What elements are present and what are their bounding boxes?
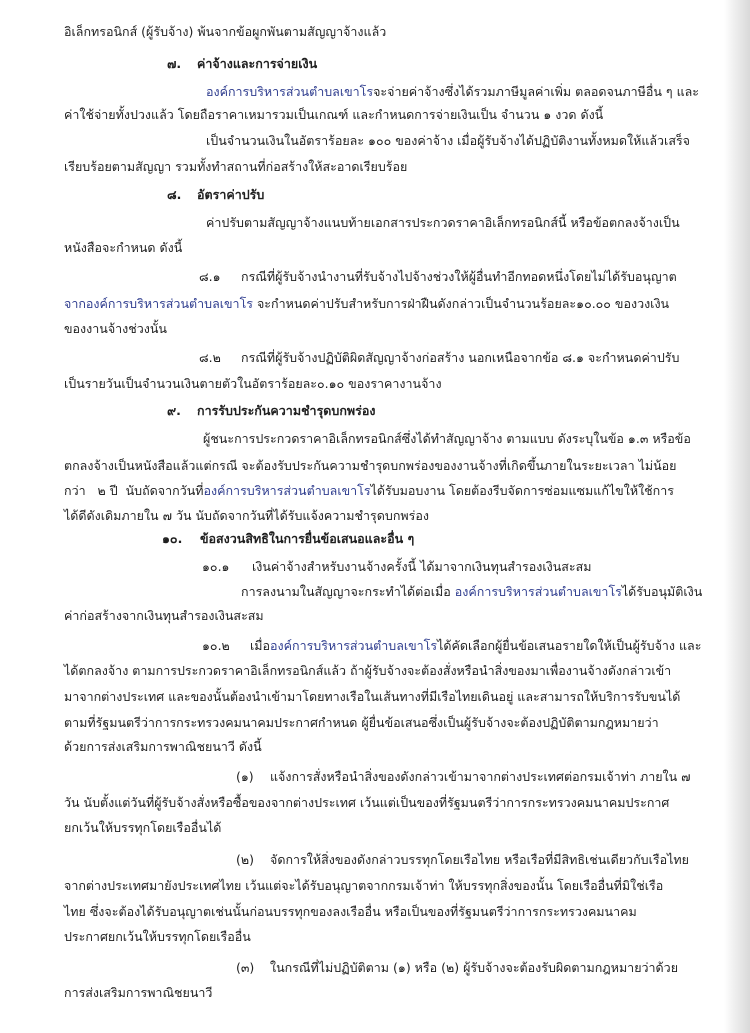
text-line: การลงนามในสัญญาจะกระทำได้ต่อเมื่อ องค์การบริหารส่วนตำบลเขาโรได้รับอนุมัติเงิน: [241, 584, 703, 599]
text-line: จากองค์การบริหารส่วนตำบลเขาโร จะกำหนดค่าปรับสำหรับการฝ่าฝืนดังกล่าวเป็นจำนวนร้อยละ๑๐.๐๐ ของวงเงิน: [64, 296, 670, 311]
text-line: ไทย ซึ่งจะต้องได้รับอนุญาตเช่นนั้นก่อนบรรทุกของลงเรืออื่น หรือเป็นของที่รัฐมนตรีว่าการกระทรวงคมนาคม: [64, 904, 637, 919]
text-line: ได้ตกลงจ้าง ตามการประกวดราคาอิเล็กทรอนิกส์แล้ว ถ้าผู้รับจ้างจะต้องสั่งหรือนำสิ่งของมาเพื่องานจ้างดังกล่าวเข้า: [64, 663, 672, 678]
text-line: ได้ดีดังเดิมภายใน ๗ วัน นับถัดจากวันที่ได้รับแจ้งความชำรุดบกพร่อง: [64, 508, 429, 523]
text-line: ของงานจ้างช่วงนั้น: [64, 321, 167, 336]
clause-1: (๑) แจ้งการสั่งหรือนำสิ่งของดังกล่าวเข้ามาจากต่างประเทศต่อกรมเจ้าท่า ภายใน ๗: [236, 769, 691, 784]
text-line: ค่าก่อสร้างจากเงินทุนสำรองเงินสะสม: [64, 608, 264, 623]
text-line: ตามที่รัฐมนตรีว่าการกระทรวงคมนาคมประกาศกำหนด ผู้ยื่นข้อเสนอซึ่งเป็นผู้รับจ้างจะต้องปฏิบัติตามกฎหมายว่า: [64, 715, 659, 730]
text-line: ค่าใช้จ่ายทั้งปวงแล้ว โดยถือราคาเหมารวมเป็นเกณฑ์ และกำหนดการจ่ายเงินเป็น จำนวน ๑ งวด ดังนี้: [64, 107, 604, 122]
subsection-10-1: ๑๐.๑ เงินค่าจ้างสำหรับงานจ้างครั้งนี้ ได้มาจากเงินทุนสำรองเงินสะสม: [202, 559, 592, 574]
text-line: ผู้ชนะการประกวดราคาอิเล็กทรอนิกส์ซึ่งได้ทำสัญญาจ้าง ตามแบบ ดังระบุในข้อ ๑.๓ หรือข้อ: [203, 431, 691, 446]
text-line: เป็นจำนวนเงินในอัตราร้อยละ ๑๐๐ ของค่าจ้าง เมื่อผู้รับจ้างได้ปฏิบัติงานทั้งหมดให้แล้วเสร็จ: [206, 133, 690, 148]
subsection-8-1: ๘.๑ กรณีที่ผู้รับจ้างนำงานที่รับจ้างไปจ้างช่วงให้ผู้อื่นทำอีกทอดหนึ่งโดยไม่ได้รับอนุญาต: [199, 269, 677, 284]
text-line: ยกเว้นให้บรรทุกโดยเรืออื่นได้: [64, 820, 222, 835]
text-line: ค่าปรับตามสัญญาจ้างแนบท้ายเอกสารประกวดราคาอิเล็กทรอนิกส์นี้ หรือข้อตกลงจ้างเป็น: [206, 215, 680, 230]
text-line: เป็นรายวันเป็นจำนวนเงินตายตัวในอัตราร้อยละ๐.๑๐ ของราคางานจ้าง: [64, 376, 442, 391]
text-line: อิเล็กทรอนิกส์ (ผู้รับจ้าง) พ้นจากข้อผูกพันตามสัญญาจ้างแล้ว: [64, 24, 387, 39]
section-heading-7: ๗. ค่าจ้างและการจ่ายเงิน: [167, 56, 318, 71]
text-line: เรียบร้อยตามสัญญา รวมทั้งทำสถานที่ก่อสร้างให้สะอาดเรียบร้อย: [64, 159, 408, 174]
text-line: จากต่างประเทศมายังประเทศไทย เว้นแต่จะได้รับอนุญาตจากกรมเจ้าท่า ให้บรรทุกสิ่งของนั้น โดยเรืออื่นที่มิใช่เรือ: [64, 878, 664, 893]
clause-2: (๒) จัดการให้สิ่งของดังกล่าวบรรทุกโดยเรือไทย หรือเรือที่มีสิทธิเช่นเดียวกับเรือไทย: [236, 852, 689, 867]
subsection-8-2: ๘.๒ กรณีที่ผู้รับจ้างปฏิบัติผิดสัญญาจ้างก่อสร้าง นอกเหนือจากข้อ ๘.๑ จะกำหนดค่าปรับ: [199, 350, 680, 365]
text-line: ประกาศยกเว้นให้บรรทุกโดยเรืออื่น: [64, 929, 251, 944]
clause-3: (๓) ในกรณีที่ไม่ปฏิบัติตาม (๑) หรือ (๒) ผู้รับจ้างจะต้องรับผิดตามกฎหมายว่าด้วย: [236, 960, 679, 975]
text-line: ตกลงจ้างเป็นหนังสือแล้วแต่กรณี จะต้องรับประกันความชำรุดบกพร่องของงานจ้างที่เกิดขึ้นภายในระยะเวลา ไม่น้อย: [64, 458, 677, 473]
text-line: หนังสือจะกำหนด ดังนี้: [64, 240, 183, 255]
text-line: การส่งเสริมการพาณิชยนาวี: [64, 985, 213, 1000]
page-edge-shadow: [724, 0, 750, 1033]
text-line: องค์การบริหารส่วนตำบลเขาโรจะจ่ายค่าจ้างซึ่งได้รวมภาษีมูลค่าเพิ่ม ตลอดจนภาษีอื่น ๆ และ: [206, 84, 700, 99]
subsection-10-2: ๑๐.๒ เมื่อองค์การบริหารส่วนตำบลเขาโรได้คัดเลือกผู้ยื่นข้อเสนอรายใดให้เป็นผู้รับจ้าง และ: [202, 638, 702, 653]
text-line: มาจากต่างประเทศ และของนั้นต้องนำเข้ามาโดยทางเรือในเส้นทางที่มีเรือไทยเดินอยู่ และสามารถให้บริการรับขนได้: [64, 689, 681, 704]
text-line: ด้วยการส่งเสริมการพาณิชยนาวี ดังนี้: [64, 739, 262, 754]
section-heading-10: ๑๐. ข้อสงวนสิทธิในการยื่นข้อเสนอและอื่น ๆ: [162, 531, 415, 546]
section-heading-8: ๘. อัตราค่าปรับ: [167, 187, 265, 202]
section-heading-9: ๙. การรับประกันความชำรุดบกพร่อง: [167, 403, 376, 418]
text-line: วัน นับตั้งแต่วันที่ผู้รับจ้างสั่งหรือซื้อของจากต่างประเทศ เว้นแต่เป็นของที่รัฐมนตรีว่าการกระทรวงคมนาคมประกาศ: [64, 795, 670, 810]
text-line: กว่า ๒ ปี นับถัดจากวันที่องค์การบริหารส่วนตำบลเขาโรได้รับมอบงาน โดยต้องรีบจัดการซ่อมแซมแก้ไขให้ใช้การ: [64, 483, 674, 498]
